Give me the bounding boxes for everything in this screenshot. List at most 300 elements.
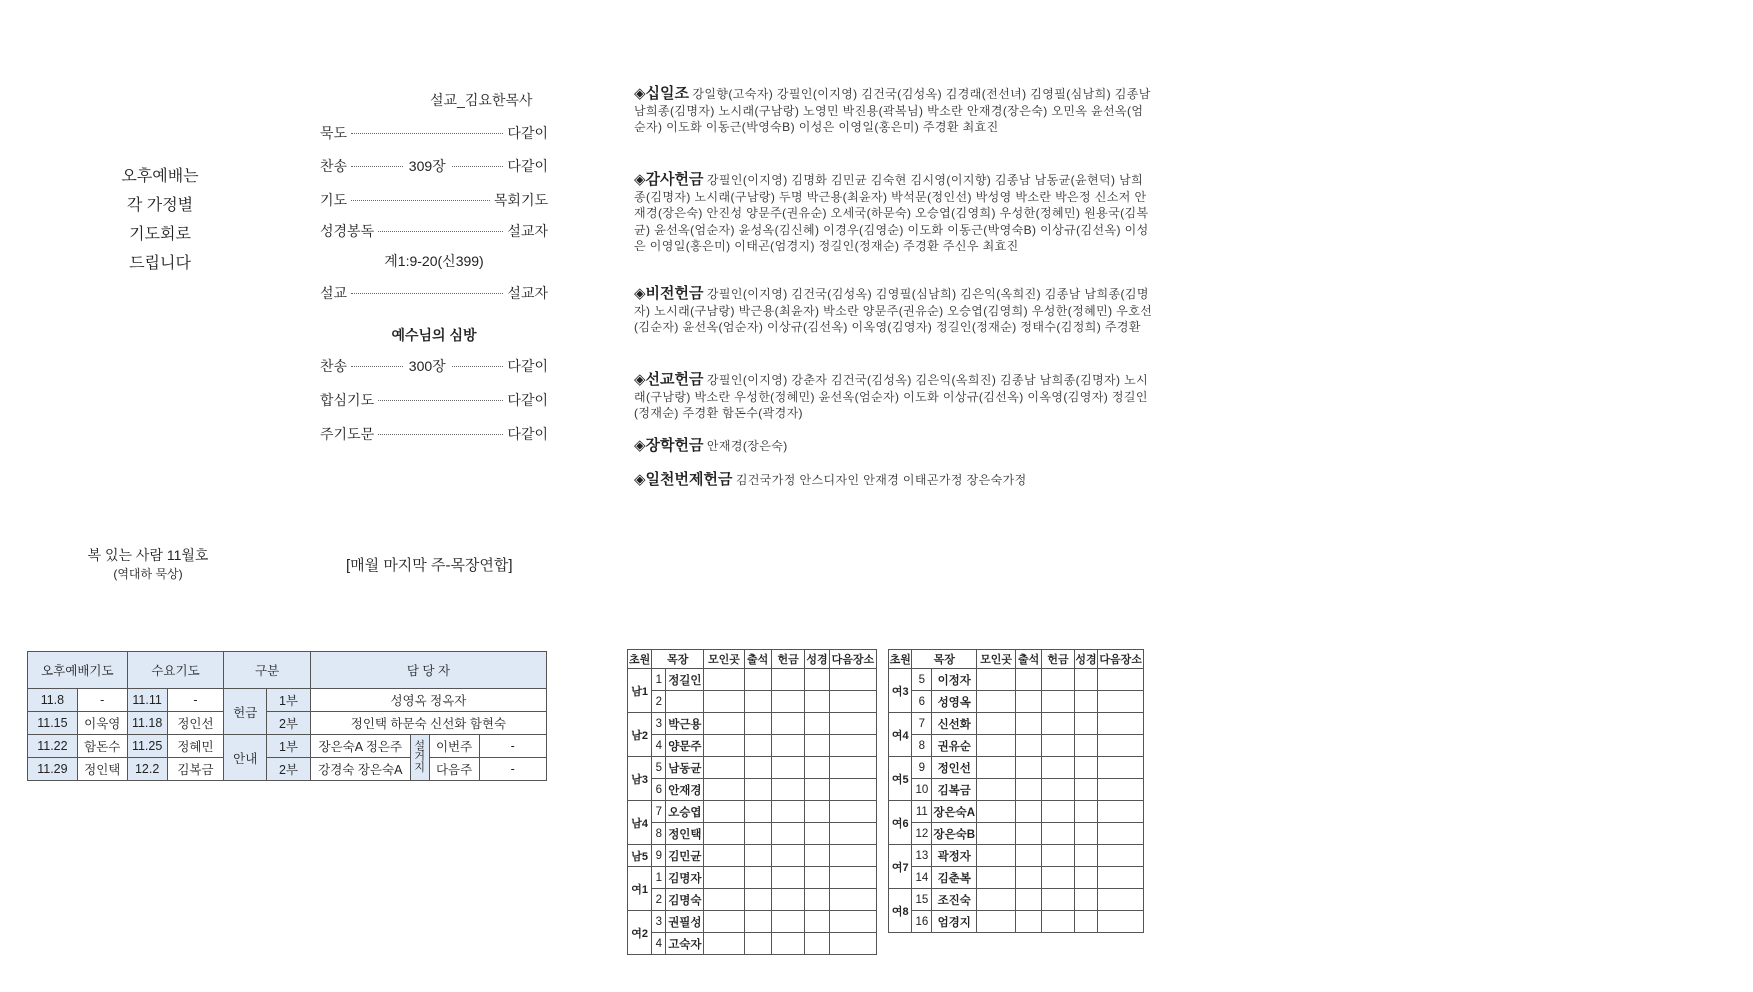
- next-place-entry-cell[interactable]: [1098, 889, 1144, 911]
- offering-entry-cell[interactable]: [771, 735, 805, 757]
- attendance-entry-cell[interactable]: [744, 889, 771, 911]
- offering-entry-cell[interactable]: [1042, 889, 1075, 911]
- meeting-place-entry-cell[interactable]: [977, 801, 1016, 823]
- next-place-entry-cell[interactable]: [1098, 801, 1144, 823]
- offering-label: 헌금: [224, 689, 267, 735]
- attendance-row: [889, 735, 1144, 757]
- next-place-entry-cell[interactable]: [829, 889, 876, 911]
- header-bible: 성경: [805, 650, 829, 669]
- cell-leader-name: 권필성: [666, 911, 704, 933]
- order-item-hymn-1: [320, 156, 548, 176]
- grassland-group-cell: 여2: [628, 911, 652, 955]
- attendance-entry-cell[interactable]: [744, 691, 771, 713]
- meeting-place-entry-cell[interactable]: [977, 669, 1016, 691]
- name-cell: 김복금: [167, 758, 224, 781]
- offering-entry-cell[interactable]: [771, 779, 805, 801]
- offering-entry-cell[interactable]: [1042, 911, 1075, 933]
- offering-tithe: [634, 86, 1154, 136]
- bible-entry-cell[interactable]: [805, 911, 829, 933]
- attendance-entry-cell[interactable]: [744, 757, 771, 779]
- meeting-place-entry-cell[interactable]: [704, 823, 744, 845]
- leader-dots: [351, 200, 490, 201]
- header-attendance: 출석: [1016, 650, 1042, 669]
- meeting-place-entry-cell[interactable]: [704, 735, 744, 757]
- offering-scholarship: [634, 438, 1154, 455]
- cell-leader-name: 이정자: [932, 669, 977, 691]
- next-place-entry-cell[interactable]: [829, 779, 876, 801]
- bible-entry-cell[interactable]: [805, 713, 829, 735]
- bible-entry-cell[interactable]: [805, 889, 829, 911]
- grassland-group-cell: 여4: [889, 713, 912, 757]
- cell-leader-name: 김명자: [666, 867, 704, 889]
- dish-week-label: 다음주: [429, 758, 479, 781]
- cell-number: 7: [912, 713, 932, 735]
- cell-leader-name: 곽정자: [932, 845, 977, 867]
- attendance-row: [628, 757, 877, 779]
- cell-number: 6: [652, 779, 666, 801]
- name-cell: 정인택: [77, 758, 127, 781]
- name-cell: 함돈수: [77, 735, 127, 758]
- attendance-row: [889, 691, 1144, 713]
- attendance-row: [889, 801, 1144, 823]
- attendance-entry-cell[interactable]: [1016, 845, 1042, 867]
- order-item-label: 찬송: [320, 358, 348, 374]
- header-grassland: 초원: [628, 650, 652, 669]
- attendance-entry-cell[interactable]: [1016, 889, 1042, 911]
- grassland-group-cell: 여1: [628, 867, 652, 911]
- attendance-row: [889, 779, 1144, 801]
- offering-thanksgiving: [634, 172, 1154, 255]
- bible-entry-cell[interactable]: [1074, 669, 1097, 691]
- attendance-row: [628, 867, 877, 889]
- attendance-entry-cell[interactable]: [1016, 801, 1042, 823]
- bible-entry-cell[interactable]: [1074, 823, 1097, 845]
- cell-number: 8: [652, 823, 666, 845]
- attendance-table-men: [627, 649, 877, 955]
- next-place-entry-cell[interactable]: [1098, 779, 1144, 801]
- cell-leader-name: 장은숙A: [932, 801, 977, 823]
- attendance-entry-cell[interactable]: [744, 735, 771, 757]
- meeting-place-entry-cell[interactable]: [977, 713, 1016, 735]
- header-next-place: 다음장소: [1098, 650, 1144, 669]
- usher-part2-names: 강경숙 장은숙A: [310, 758, 410, 781]
- meeting-place-entry-cell[interactable]: [977, 757, 1016, 779]
- offering-entry-cell[interactable]: [1042, 669, 1075, 691]
- cell-leader-name: 남동균: [666, 757, 704, 779]
- bible-entry-cell[interactable]: [1074, 889, 1097, 911]
- cell-leader-name: 신선화: [932, 713, 977, 735]
- date-cell: 11.8: [28, 689, 78, 712]
- offering-title: ◈장학헌금: [634, 437, 704, 454]
- order-item-leader: 목회기도: [493, 192, 548, 208]
- notice-line: 오후예배는: [121, 168, 199, 185]
- date-cell: 11.25: [127, 735, 167, 758]
- bible-entry-cell[interactable]: [805, 801, 829, 823]
- offering-entry-cell[interactable]: [1042, 779, 1075, 801]
- offering-entry-cell[interactable]: [1042, 757, 1075, 779]
- cell-leader-name: 정인택: [666, 823, 704, 845]
- cell-leader-name: 권유순: [932, 735, 977, 757]
- meeting-place-entry-cell[interactable]: [704, 801, 744, 823]
- attendance-entry-cell[interactable]: [1016, 823, 1042, 845]
- cell-leader-name: 양문주: [666, 735, 704, 757]
- attendance-row: [628, 779, 877, 801]
- monthly-note: [매월 마지막 주-목장연합]: [346, 557, 513, 574]
- cell-number: 3: [652, 911, 666, 933]
- order-item-leader: 설교자: [507, 285, 548, 301]
- next-place-entry-cell[interactable]: [1098, 691, 1144, 713]
- order-item-label: 기도: [320, 192, 348, 208]
- attendance-row: [628, 801, 877, 823]
- header-attendance: 출석: [744, 650, 771, 669]
- part-label: 1부: [267, 689, 311, 712]
- attendance-entry-cell[interactable]: [744, 911, 771, 933]
- offering-entry-cell[interactable]: [1042, 867, 1075, 889]
- attendance-entry-cell[interactable]: [744, 845, 771, 867]
- next-place-entry-cell[interactable]: [829, 823, 876, 845]
- order-item-prayer: [320, 190, 548, 210]
- preacher-header: 설교_김요한목사: [430, 92, 533, 108]
- bible-entry-cell[interactable]: [805, 757, 829, 779]
- notice-line: 각 가정별: [126, 197, 194, 214]
- meeting-place-entry-cell[interactable]: [704, 889, 744, 911]
- header-meeting-place: 모인곳: [704, 650, 744, 669]
- next-place-entry-cell[interactable]: [1098, 757, 1144, 779]
- attendance-entry-cell[interactable]: [744, 801, 771, 823]
- bible-entry-cell[interactable]: [805, 779, 829, 801]
- attendance-row: [889, 713, 1144, 735]
- leader-dots: [351, 366, 403, 367]
- next-place-entry-cell[interactable]: [1098, 845, 1144, 867]
- name-cell: -: [167, 689, 224, 712]
- order-item-label: 합심기도: [320, 392, 375, 408]
- next-place-entry-cell[interactable]: [1098, 911, 1144, 933]
- bible-entry-cell[interactable]: [805, 691, 829, 713]
- order-item-label: 주기도문: [320, 426, 375, 442]
- offering-title: ◈비전헌금: [634, 285, 704, 302]
- attendance-row: [889, 757, 1144, 779]
- offering-entry-cell[interactable]: [771, 911, 805, 933]
- offering-entry-cell[interactable]: [1042, 691, 1075, 713]
- order-item-label: 찬송: [320, 158, 348, 174]
- cell-number: 11: [912, 801, 932, 823]
- next-place-entry-cell[interactable]: [829, 801, 876, 823]
- next-place-entry-cell[interactable]: [1098, 823, 1144, 845]
- order-item-leader: 다같이: [507, 426, 548, 442]
- meeting-place-entry-cell[interactable]: [704, 713, 744, 735]
- next-place-entry-cell[interactable]: [829, 933, 876, 955]
- offering-entry-cell[interactable]: [771, 801, 805, 823]
- order-item-leader: 설교자: [507, 223, 548, 239]
- cell-number: 7: [652, 801, 666, 823]
- cell-number: 12: [912, 823, 932, 845]
- dish-week-label: 이번주: [429, 735, 479, 758]
- date-cell: 11.11: [127, 689, 167, 712]
- meeting-place-entry-cell[interactable]: [977, 911, 1016, 933]
- next-place-entry-cell[interactable]: [829, 867, 876, 889]
- header-grassland: 초원: [889, 650, 912, 669]
- offering-entry-cell[interactable]: [771, 823, 805, 845]
- offering-people: 안재경(장은숙): [706, 439, 788, 453]
- duty-roster-table: [27, 651, 547, 781]
- meeting-place-entry-cell[interactable]: [977, 779, 1016, 801]
- grassland-group-cell: 남2: [628, 713, 652, 757]
- attendance-row: [628, 933, 877, 955]
- bible-entry-cell[interactable]: [1074, 867, 1097, 889]
- leader-dots: [378, 434, 503, 435]
- offering-entry-cell[interactable]: [1042, 735, 1075, 757]
- person-in-charge-header: 담 당 자: [310, 652, 546, 689]
- offering-entry-cell[interactable]: [1042, 845, 1075, 867]
- bible-entry-cell[interactable]: [805, 845, 829, 867]
- order-item-unison-prayer: [320, 390, 548, 410]
- meeting-place-entry-cell[interactable]: [977, 823, 1016, 845]
- header-cell-group: 목장: [652, 650, 704, 669]
- next-place-entry-cell[interactable]: [829, 911, 876, 933]
- cell-leader-name: 조진숙: [932, 889, 977, 911]
- offering-people: 강필인(이지영) 김명화 김민균 김숙현 김시영(이지향) 김종남 남동균(윤현덕) 남희종(김명자) 노시래(구남랑) 두명 박근용(최윤자) 박석문(정인선) 박성영 박소란 박은정 신소저 안재경(장은숙) 안진성 양문주(권유순) 오세국(하문숙) 오승엽(김영희) 우성한(정혜민) 원용국(김복균) 윤선옥(엄순자) 윤성옥(김신혜) 이경우(김영순) 이도화 이동근(박영숙B) 이상규(김선옥) 이성은 이영일(홍은미) 이태곤(엄경지) 정길인(정재순) 주경환 주신우 최효진: [634, 173, 1149, 253]
- attendance-row: [889, 867, 1144, 889]
- attendance-entry-cell[interactable]: [1016, 735, 1042, 757]
- attendance-entry-cell[interactable]: [1016, 757, 1042, 779]
- attendance-entry-cell[interactable]: [744, 867, 771, 889]
- cell-number: 1: [652, 669, 666, 691]
- attendance-entry-cell[interactable]: [744, 933, 771, 955]
- attendance-row: [628, 845, 877, 867]
- cell-leader-name: 오승엽: [666, 801, 704, 823]
- attendance-row: [628, 735, 877, 757]
- offering-entry-cell[interactable]: [1042, 801, 1075, 823]
- offering-part2-names: 정인택 하문숙 신선화 함현숙: [310, 712, 546, 735]
- dish-week-value: -: [479, 735, 546, 758]
- bible-entry-cell[interactable]: [1074, 779, 1097, 801]
- name-cell: 정인선: [167, 712, 224, 735]
- offering-entry-cell[interactable]: [1042, 823, 1075, 845]
- offering-entry-cell[interactable]: [771, 691, 805, 713]
- attendance-row: [889, 889, 1144, 911]
- next-place-entry-cell[interactable]: [1098, 669, 1144, 691]
- bible-entry-cell[interactable]: [1074, 757, 1097, 779]
- attendance-row: [889, 911, 1144, 933]
- hymn-number: 309장: [408, 158, 446, 174]
- order-item-sermon: [320, 283, 548, 303]
- attendance-entry-cell[interactable]: [1016, 867, 1042, 889]
- date-cell: 11.22: [28, 735, 78, 758]
- grassland-group-cell: 여8: [889, 889, 912, 933]
- attendance-entry-cell[interactable]: [1016, 669, 1042, 691]
- name-cell: -: [77, 689, 127, 712]
- meeting-place-entry-cell[interactable]: [704, 691, 744, 713]
- bible-entry-cell[interactable]: [1074, 713, 1097, 735]
- date-cell: 11.29: [28, 758, 78, 781]
- cell-leader-name: [666, 691, 704, 713]
- cell-number: 10: [912, 779, 932, 801]
- grassland-group-cell: 남4: [628, 801, 652, 845]
- header-next-place: 다음장소: [829, 650, 876, 669]
- next-place-entry-cell[interactable]: [829, 669, 876, 691]
- cell-leader-name: 정길인: [666, 669, 704, 691]
- dishwashing-label: 설거지: [410, 735, 429, 781]
- meeting-place-entry-cell[interactable]: [977, 735, 1016, 757]
- offering-title: ◈일천번제헌금: [634, 471, 733, 488]
- attendance-entry-cell[interactable]: [1016, 691, 1042, 713]
- order-item-leader: 다같이: [507, 358, 548, 374]
- attendance-row: [628, 889, 877, 911]
- cell-number: 4: [652, 735, 666, 757]
- cell-number: 13: [912, 845, 932, 867]
- cell-number: 4: [652, 933, 666, 955]
- leader-dots: [378, 231, 503, 232]
- next-place-entry-cell[interactable]: [829, 735, 876, 757]
- order-item-hymn-2: [320, 356, 548, 376]
- cell-leader-name: 성영옥: [932, 691, 977, 713]
- order-item-scripture-reading: [320, 221, 548, 241]
- grassland-group-cell: 남1: [628, 669, 652, 713]
- cell-leader-name: 박근용: [666, 713, 704, 735]
- attendance-entry-cell[interactable]: [744, 713, 771, 735]
- cell-number: 9: [652, 845, 666, 867]
- usher-part1-names: 장은숙A 정은주: [310, 735, 410, 758]
- meeting-place-entry-cell[interactable]: [977, 691, 1016, 713]
- offering-entry-cell[interactable]: [771, 845, 805, 867]
- attendance-row: [628, 691, 877, 713]
- cell-leader-name: 김춘복: [932, 867, 977, 889]
- name-cell: 정혜민: [167, 735, 224, 758]
- next-place-entry-cell[interactable]: [829, 691, 876, 713]
- bible-entry-cell[interactable]: [805, 867, 829, 889]
- meeting-place-entry-cell[interactable]: [977, 889, 1016, 911]
- date-cell: 12.2: [127, 758, 167, 781]
- cell-number: 5: [912, 669, 932, 691]
- leader-dots: [351, 166, 403, 167]
- order-item-lords-prayer: [320, 424, 548, 444]
- hymn-number: 300장: [408, 358, 446, 374]
- attendance-entry-cell[interactable]: [1016, 779, 1042, 801]
- devotional-name: 복 있는 사람 11월호: [87, 547, 209, 563]
- bible-entry-cell[interactable]: [1074, 911, 1097, 933]
- offering-entry-cell[interactable]: [1042, 713, 1075, 735]
- order-item-label: 설교: [320, 285, 348, 301]
- leader-dots: [452, 366, 504, 367]
- afternoon-prayer-header: 오후예배기도: [28, 652, 128, 689]
- order-item-leader: 다같이: [507, 158, 548, 174]
- next-place-entry-cell[interactable]: [829, 713, 876, 735]
- order-item-leader: 다같이: [507, 392, 548, 408]
- meeting-place-entry-cell[interactable]: [704, 933, 744, 955]
- header-bible: 성경: [1074, 650, 1097, 669]
- attendance-entry-cell[interactable]: [744, 669, 771, 691]
- bible-entry-cell[interactable]: [1074, 691, 1097, 713]
- meeting-place-entry-cell[interactable]: [977, 845, 1016, 867]
- header-offering: 헌금: [771, 650, 805, 669]
- grassland-group-cell: 여6: [889, 801, 912, 845]
- header-cell-group: 목장: [912, 650, 977, 669]
- order-item-silent-prayer: [320, 123, 548, 143]
- offering-thousand-burnt: [634, 472, 1154, 489]
- meeting-place-entry-cell[interactable]: [704, 911, 744, 933]
- offering-entry-cell[interactable]: [771, 933, 805, 955]
- attendance-row: [889, 669, 1144, 691]
- meeting-place-entry-cell[interactable]: [704, 757, 744, 779]
- meeting-place-entry-cell[interactable]: [977, 867, 1016, 889]
- offering-entry-cell[interactable]: [771, 669, 805, 691]
- attendance-row: [628, 713, 877, 735]
- meeting-place-entry-cell[interactable]: [704, 845, 744, 867]
- wednesday-prayer-header: 수요기도: [127, 652, 224, 689]
- cell-number: 6: [912, 691, 932, 713]
- attendance-row: [889, 845, 1144, 867]
- offering-part1-names: 성영옥 정옥자: [310, 689, 546, 712]
- bible-entry-cell[interactable]: [805, 669, 829, 691]
- meeting-place-entry-cell[interactable]: [704, 779, 744, 801]
- afternoon-service-notice: [90, 162, 230, 278]
- attendance-entry-cell[interactable]: [744, 823, 771, 845]
- next-place-entry-cell[interactable]: [1098, 713, 1144, 735]
- offering-people: 강필인(이지영) 강춘자 김건국(김성옥) 김은익(옥희진) 김종남 남희종(김명자) 노시래(구남랑) 박소란 우성한(정혜민) 윤선옥(엄순자) 이도화 이상규(김선옥) 이옥영(김영자) 정길인(정재순) 주경환 함돈수(곽경자): [634, 373, 1149, 420]
- bible-entry-cell[interactable]: [1074, 801, 1097, 823]
- order-item-leader: 다같이: [507, 125, 548, 141]
- bible-entry-cell[interactable]: [805, 735, 829, 757]
- offering-title: ◈감사헌금: [634, 171, 704, 188]
- cell-number: 1: [652, 867, 666, 889]
- grassland-group-cell: 여5: [889, 757, 912, 801]
- offering-entry-cell[interactable]: [771, 757, 805, 779]
- offering-entry-cell[interactable]: [771, 889, 805, 911]
- cell-number: 14: [912, 867, 932, 889]
- bible-entry-cell[interactable]: [805, 823, 829, 845]
- next-place-entry-cell[interactable]: [1098, 735, 1144, 757]
- devotional-title: [68, 546, 228, 584]
- cell-number: 8: [912, 735, 932, 757]
- cell-leader-name: 고숙자: [666, 933, 704, 955]
- dish-week-value: -: [479, 758, 546, 781]
- meeting-place-entry-cell[interactable]: [704, 867, 744, 889]
- part-label: 2부: [267, 712, 311, 735]
- attendance-entry-cell[interactable]: [744, 779, 771, 801]
- cell-leader-name: 김민균: [666, 845, 704, 867]
- bible-entry-cell[interactable]: [805, 933, 829, 955]
- offering-entry-cell[interactable]: [771, 867, 805, 889]
- cell-leader-name: 엄경지: [932, 911, 977, 933]
- date-cell: 11.18: [127, 712, 167, 735]
- offering-entry-cell[interactable]: [771, 713, 805, 735]
- bible-entry-cell[interactable]: [1074, 735, 1097, 757]
- devotional-subtitle: (역대하 묵상): [113, 567, 183, 581]
- notice-line: 기도회로: [129, 226, 191, 243]
- cell-number: 5: [652, 757, 666, 779]
- cell-number: 3: [652, 713, 666, 735]
- attendance-entry-cell[interactable]: [1016, 911, 1042, 933]
- category-header: 구분: [224, 652, 311, 689]
- next-place-entry-cell[interactable]: [1098, 867, 1144, 889]
- next-place-entry-cell[interactable]: [829, 845, 876, 867]
- bible-entry-cell[interactable]: [1074, 845, 1097, 867]
- header-offering: 헌금: [1042, 650, 1075, 669]
- attendance-row: [628, 911, 877, 933]
- offering-title: ◈선교헌금: [634, 371, 704, 388]
- attendance-row: [628, 823, 877, 845]
- offering-people: 강일향(고숙자) 강필인(이지영) 김건국(김성옥) 김경래(전선녀) 김영필(심남희) 김종남 남희종(김명자) 노시래(구남랑) 노영민 박진용(곽복님) 박소란 안재경(장은숙) 오민옥 윤선옥(엄순자) 이도화 이동근(박영숙B) 이성은 이영일(홍은미) 주경환 최효진: [634, 87, 1151, 134]
- attendance-entry-cell[interactable]: [1016, 713, 1042, 735]
- attendance-row: [889, 823, 1144, 845]
- leader-dots: [351, 133, 503, 134]
- cell-leader-name: 장은숙B: [932, 823, 977, 845]
- cell-leader-name: 안재경: [666, 779, 704, 801]
- usher-label: 안내: [224, 735, 267, 781]
- meeting-place-entry-cell[interactable]: [704, 669, 744, 691]
- cell-number: 9: [912, 757, 932, 779]
- next-place-entry-cell[interactable]: [829, 757, 876, 779]
